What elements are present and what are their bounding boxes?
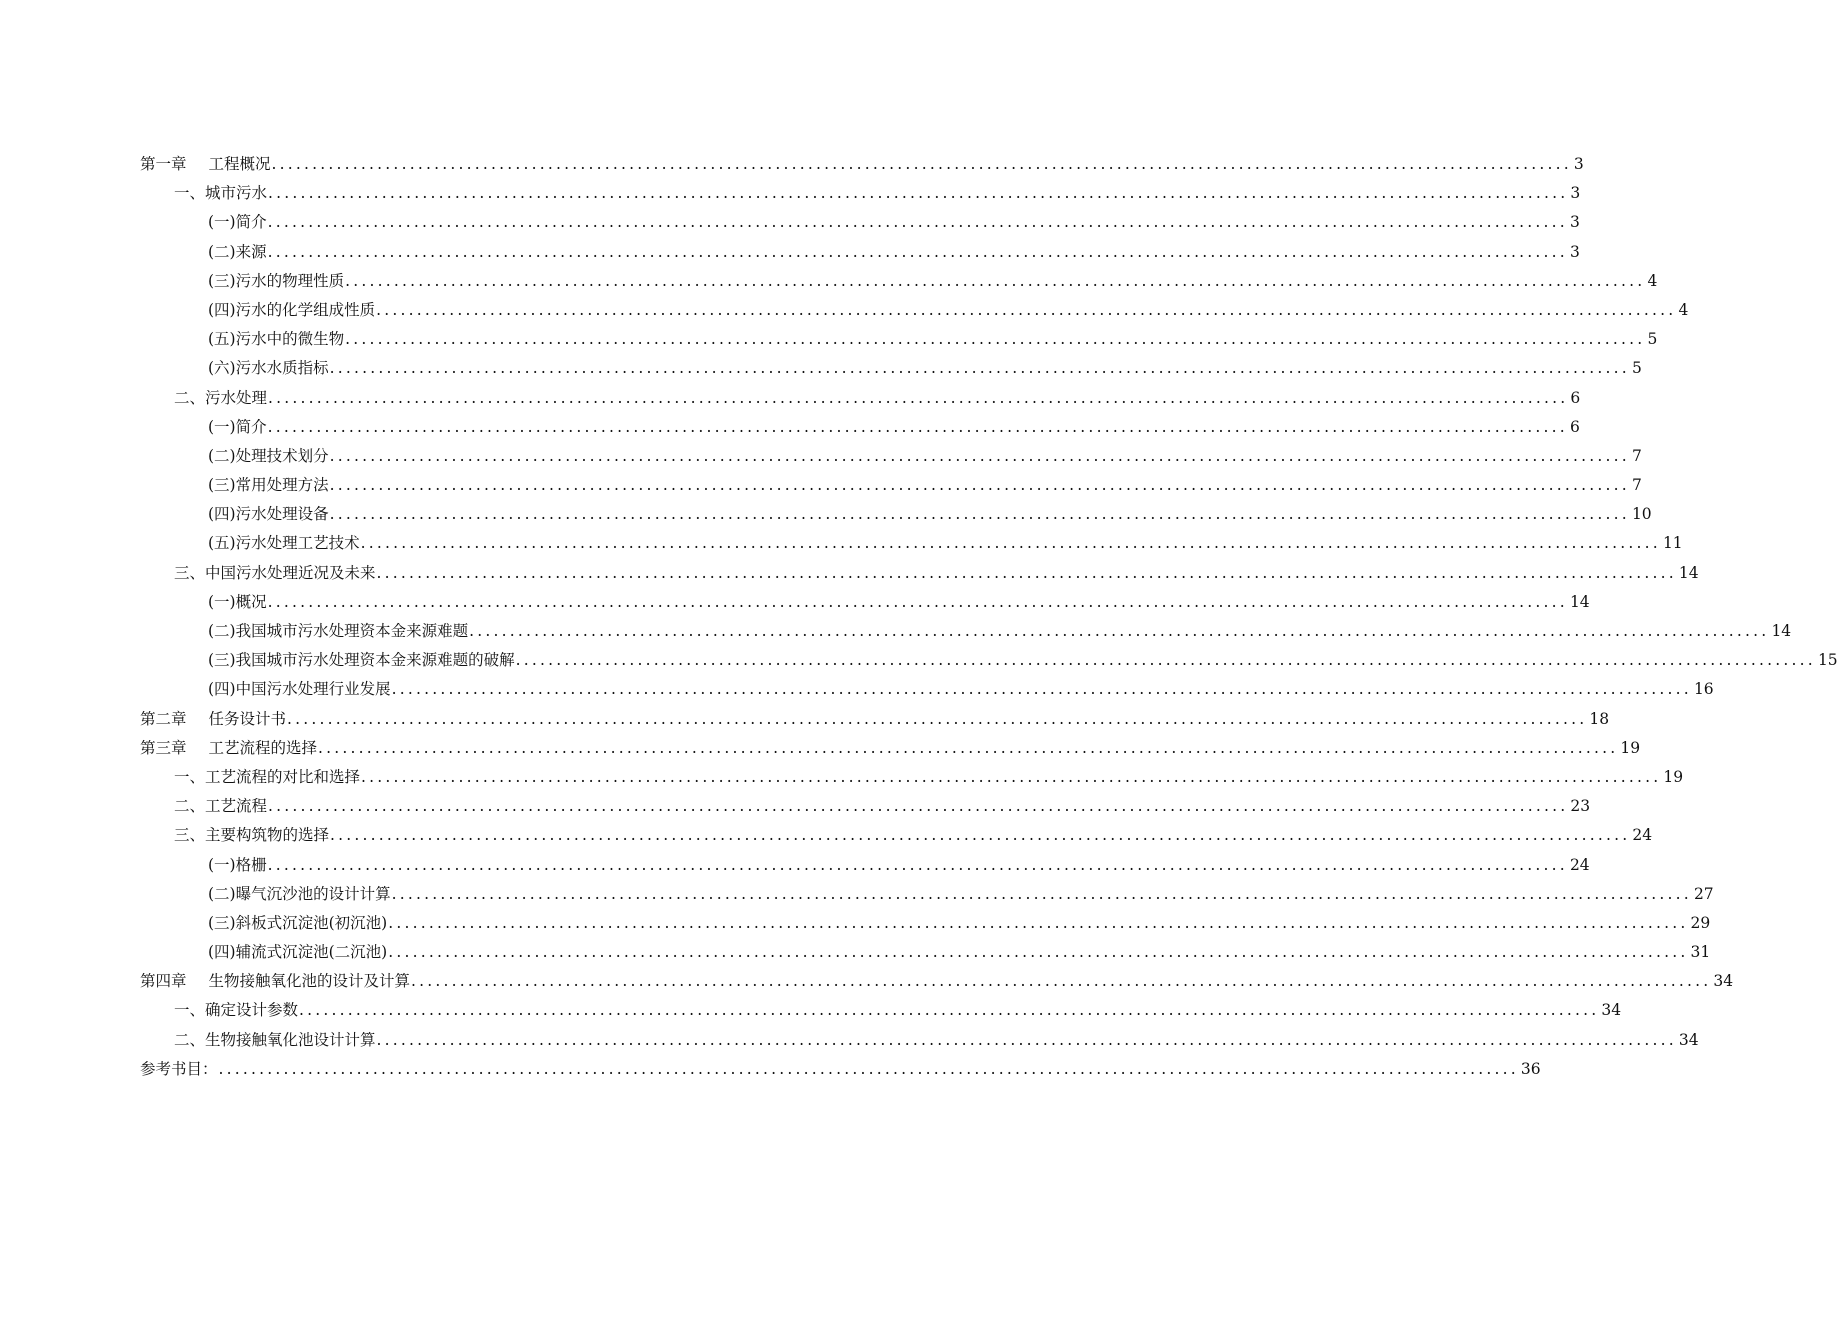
- toc-entry-chapter-title: 任务设计书: [208, 709, 287, 728]
- toc-page-number: 24: [1632, 826, 1653, 845]
- toc-entry-label: (四)污水处理设备: [208, 505, 329, 524]
- toc-entry[interactable]: [140, 471, 1642, 500]
- toc-page-number: 31: [1690, 943, 1711, 962]
- toc-entry-label: (一)简介: [208, 213, 267, 232]
- toc-entry[interactable]: [140, 238, 1580, 267]
- toc-entry-label: (四)中国污水处理行业发展: [208, 680, 391, 699]
- toc-entry-title: [208, 208, 267, 237]
- toc-entry-label: (一)格栅: [208, 855, 267, 874]
- toc-dot-leader: ................................................................................................................................................................: [287, 709, 1588, 728]
- toc-entry[interactable]: [140, 267, 1658, 296]
- toc-dot-leader: ................................................................................................................................................................: [345, 271, 1646, 290]
- toc-page-number: 34: [1713, 972, 1734, 991]
- toc-dot-leader: ................................................................................................................................................................: [268, 388, 1569, 407]
- toc-dot-leader: ................................................................................................................................................................: [218, 1059, 1519, 1078]
- toc-entry[interactable]: [140, 996, 1622, 1025]
- toc-entry[interactable]: [140, 179, 1581, 208]
- toc-entry-label: (三)斜板式沉淀池(初沉池): [208, 913, 388, 932]
- toc-entry-label: (三)我国城市污水处理资本金来源难题的破解: [208, 651, 515, 670]
- toc-entry[interactable]: [140, 150, 1584, 179]
- toc-entry-label: 二、污水处理: [174, 388, 268, 407]
- toc-entry-title: [208, 851, 267, 880]
- toc-dot-leader: ................................................................................................................................................................: [330, 826, 1631, 845]
- toc-dot-leader: ................................................................................................................................................................: [318, 738, 1619, 757]
- toc-dot-leader: ................................................................................................................................................................: [267, 213, 1568, 232]
- toc-page-number: 5: [1647, 330, 1658, 349]
- toc-entry[interactable]: [140, 909, 1711, 938]
- toc-entry[interactable]: [140, 559, 1699, 588]
- toc-entry-title: [174, 559, 376, 588]
- toc-entry-title: [208, 617, 468, 646]
- toc-dot-leader: ................................................................................................................................................................: [268, 797, 1569, 816]
- toc-entry-label: (五)污水处理工艺技术: [208, 534, 360, 553]
- toc-page-number: 6: [1569, 417, 1580, 436]
- toc-page-number: 34: [1678, 1030, 1699, 1049]
- toc-page-number: 4: [1647, 271, 1658, 290]
- toc-entry[interactable]: [140, 1055, 1541, 1084]
- toc-page-number: 7: [1631, 446, 1642, 465]
- toc-entry-title: [208, 588, 267, 617]
- toc-entry-title: [208, 267, 344, 296]
- toc-entry[interactable]: [140, 880, 1714, 909]
- toc-dot-leader: ................................................................................................................................................................: [469, 622, 1770, 640]
- toc-page-number: 23: [1570, 797, 1591, 816]
- toc-page-number: 14: [1771, 622, 1792, 640]
- toc-entry-label: (五)污水中的微生物: [208, 330, 345, 349]
- toc-entry-label: (二)曝气沉沙池的设计计算: [208, 884, 391, 903]
- toc-entry-title: [140, 705, 286, 734]
- toc-entry[interactable]: [140, 938, 1711, 967]
- toc-entry-title: [208, 909, 387, 938]
- toc-page-number: 18: [1589, 709, 1610, 728]
- toc-entry-label: (一)简介: [208, 417, 267, 436]
- toc-entry[interactable]: [140, 851, 1590, 880]
- toc-dot-leader: ................................................................................................................................................................: [268, 184, 1569, 203]
- toc-dot-leader: ................................................................................................................................................................: [329, 476, 1630, 495]
- toc-dot-leader: ................................................................................................................................................................: [271, 155, 1572, 173]
- toc-entry[interactable]: [140, 763, 1684, 792]
- toc-page-number: 10: [1631, 505, 1652, 524]
- toc-dot-leader: ................................................................................................................................................................: [345, 330, 1646, 349]
- toc-page-number: 19: [1663, 767, 1684, 786]
- toc-entry-title: [174, 996, 298, 1025]
- toc-entry-label: 二、工艺流程: [174, 797, 268, 816]
- toc-entry-title: [174, 1026, 376, 1055]
- toc-dot-leader: ................................................................................................................................................................: [515, 651, 1816, 670]
- toc-entry-title: [174, 792, 267, 821]
- toc-entry-label: 第三章: [140, 738, 187, 757]
- toc-page-number: 3: [1569, 213, 1580, 232]
- toc-dot-leader: ................................................................................................................................................................: [388, 913, 1689, 932]
- toc-entry-label: 一、确定设计参数: [174, 1001, 299, 1020]
- toc-entry-title: [208, 675, 391, 704]
- toc-entry-label: 第二章: [140, 709, 187, 728]
- toc-dot-leader: ................................................................................................................................................................: [376, 563, 1677, 582]
- toc-dot-leader: ................................................................................................................................................................: [329, 446, 1630, 465]
- toc-entry[interactable]: [140, 967, 1734, 996]
- toc-page-number: 19: [1620, 738, 1641, 757]
- toc-entry-chapter-title: 工程概况: [208, 155, 271, 173]
- toc-entry-label: (一)概况: [208, 592, 267, 611]
- toc-entry-label: (二)处理技术划分: [208, 446, 329, 465]
- toc-dot-leader: ................................................................................................................................................................: [391, 884, 1692, 903]
- toc-entry-label: (二)来源: [208, 242, 267, 261]
- toc-dot-leader: ................................................................................................................................................................: [267, 417, 1568, 436]
- toc-page-number: 3: [1570, 184, 1581, 203]
- toc-page-number: 11: [1662, 534, 1683, 553]
- table-of-contents: [140, 150, 1838, 1084]
- toc-page-number: 14: [1569, 592, 1590, 611]
- toc-dot-leader: ................................................................................................................................................................: [267, 855, 1568, 874]
- toc-entry-title: [208, 529, 360, 558]
- toc-entry-title: [208, 938, 387, 967]
- toc-entry-label: 第一章: [140, 155, 187, 173]
- toc-entry-title: [140, 734, 317, 763]
- toc-entry-title: [208, 880, 391, 909]
- toc-dot-leader: ................................................................................................................................................................: [360, 534, 1661, 553]
- toc-page-number: 15: [1817, 651, 1838, 670]
- toc-entry[interactable]: [140, 646, 1838, 675]
- toc-entry[interactable]: [140, 500, 1652, 529]
- toc-entry[interactable]: [140, 354, 1642, 383]
- toc-entry[interactable]: [140, 675, 1714, 704]
- toc-dot-leader: ................................................................................................................................................................: [329, 359, 1630, 378]
- toc-entry-title: [174, 384, 267, 413]
- toc-page-number: 36: [1520, 1059, 1541, 1078]
- toc-page-number: 5: [1631, 359, 1642, 378]
- toc-dot-leader: ................................................................................................................................................................: [267, 592, 1568, 611]
- toc-entry[interactable]: [140, 1026, 1699, 1055]
- toc-dot-leader: ................................................................................................................................................................: [376, 1030, 1677, 1049]
- toc-dot-leader: ................................................................................................................................................................: [267, 242, 1568, 261]
- toc-dot-leader: ................................................................................................................................................................: [376, 300, 1677, 319]
- toc-dot-leader: ................................................................................................................................................................: [388, 943, 1689, 962]
- toc-entry-label: 一、工艺流程的对比和选择: [174, 767, 361, 786]
- toc-page-number: 6: [1570, 388, 1581, 407]
- toc-entry-title: [208, 442, 329, 471]
- toc-entry[interactable]: [140, 821, 1653, 850]
- toc-entry[interactable]: [140, 705, 1610, 734]
- toc-entry[interactable]: [140, 384, 1581, 413]
- toc-entry[interactable]: [140, 325, 1658, 354]
- toc-entry-label: 参考书目：: [140, 1059, 218, 1078]
- toc-entry-label: (四)辅流式沉淀池(二沉池): [208, 943, 388, 962]
- toc-page-number: 4: [1678, 300, 1689, 319]
- toc-page-number: 3: [1569, 242, 1580, 261]
- toc-page-number: 14: [1678, 563, 1699, 582]
- toc-entry[interactable]: [140, 529, 1683, 558]
- toc-entry-title: [140, 150, 271, 179]
- toc-entry[interactable]: [140, 442, 1642, 471]
- toc-dot-leader: ................................................................................................................................................................: [329, 505, 1630, 524]
- toc-page-number: 24: [1569, 855, 1590, 874]
- toc-entry-label: (三)常用处理方法: [208, 476, 329, 495]
- toc-entry-title: [208, 296, 375, 325]
- toc-entry-chapter-title: 生物接触氧化池的设计及计算: [208, 972, 411, 991]
- toc-entry[interactable]: [140, 734, 1641, 763]
- toc-entry-title: [174, 179, 267, 208]
- toc-entry-label: (三)污水的物理性质: [208, 271, 345, 290]
- toc-entry[interactable]: [140, 792, 1591, 821]
- toc-entry[interactable]: [140, 588, 1590, 617]
- toc-entry-label: (二)我国城市污水处理资本金来源难题: [208, 622, 469, 640]
- toc-entry-label: 三、主要构筑物的选择: [174, 826, 330, 845]
- toc-entry-label: (六)污水水质指标: [208, 359, 329, 378]
- toc-entry-title: [140, 1055, 218, 1084]
- toc-entry-title: [208, 413, 267, 442]
- toc-entry-title: [208, 354, 329, 383]
- toc-entry-title: [208, 471, 329, 500]
- toc-entry-title: [140, 967, 410, 996]
- toc-entry-title: [208, 325, 344, 354]
- toc-entry-label: 一、城市污水: [174, 184, 268, 203]
- toc-page-number: 7: [1631, 476, 1642, 495]
- toc-entry[interactable]: [140, 296, 1689, 325]
- toc-entry-title: [208, 238, 267, 267]
- toc-dot-leader: ................................................................................................................................................................: [299, 1001, 1600, 1020]
- toc-entry-label: 第四章: [140, 972, 187, 991]
- toc-page-number: 27: [1693, 884, 1714, 903]
- toc-entry-title: [174, 821, 329, 850]
- toc-entry-title: [174, 763, 360, 792]
- toc-dot-leader: ................................................................................................................................................................: [411, 972, 1712, 991]
- toc-page-number: 34: [1601, 1001, 1622, 1020]
- toc-dot-leader: ................................................................................................................................................................: [391, 680, 1692, 699]
- toc-page-number: 3: [1573, 155, 1584, 173]
- toc-entry-label: 二、生物接触氧化池设计计算: [174, 1030, 376, 1049]
- toc-entry[interactable]: [140, 208, 1580, 237]
- toc-page-number: 16: [1693, 680, 1714, 699]
- toc-entry[interactable]: [140, 617, 1792, 646]
- toc-entry-chapter-title: 工艺流程的选择: [208, 738, 318, 757]
- toc-entry-title: [208, 646, 515, 675]
- toc-entry-label: (四)污水的化学组成性质: [208, 300, 376, 319]
- toc-entry[interactable]: [140, 413, 1580, 442]
- toc-entry-label: 三、中国污水处理近况及未来: [174, 563, 376, 582]
- toc-dot-leader: ................................................................................................................................................................: [361, 767, 1662, 786]
- toc-page-number: 29: [1690, 913, 1711, 932]
- toc-entry-title: [208, 500, 329, 529]
